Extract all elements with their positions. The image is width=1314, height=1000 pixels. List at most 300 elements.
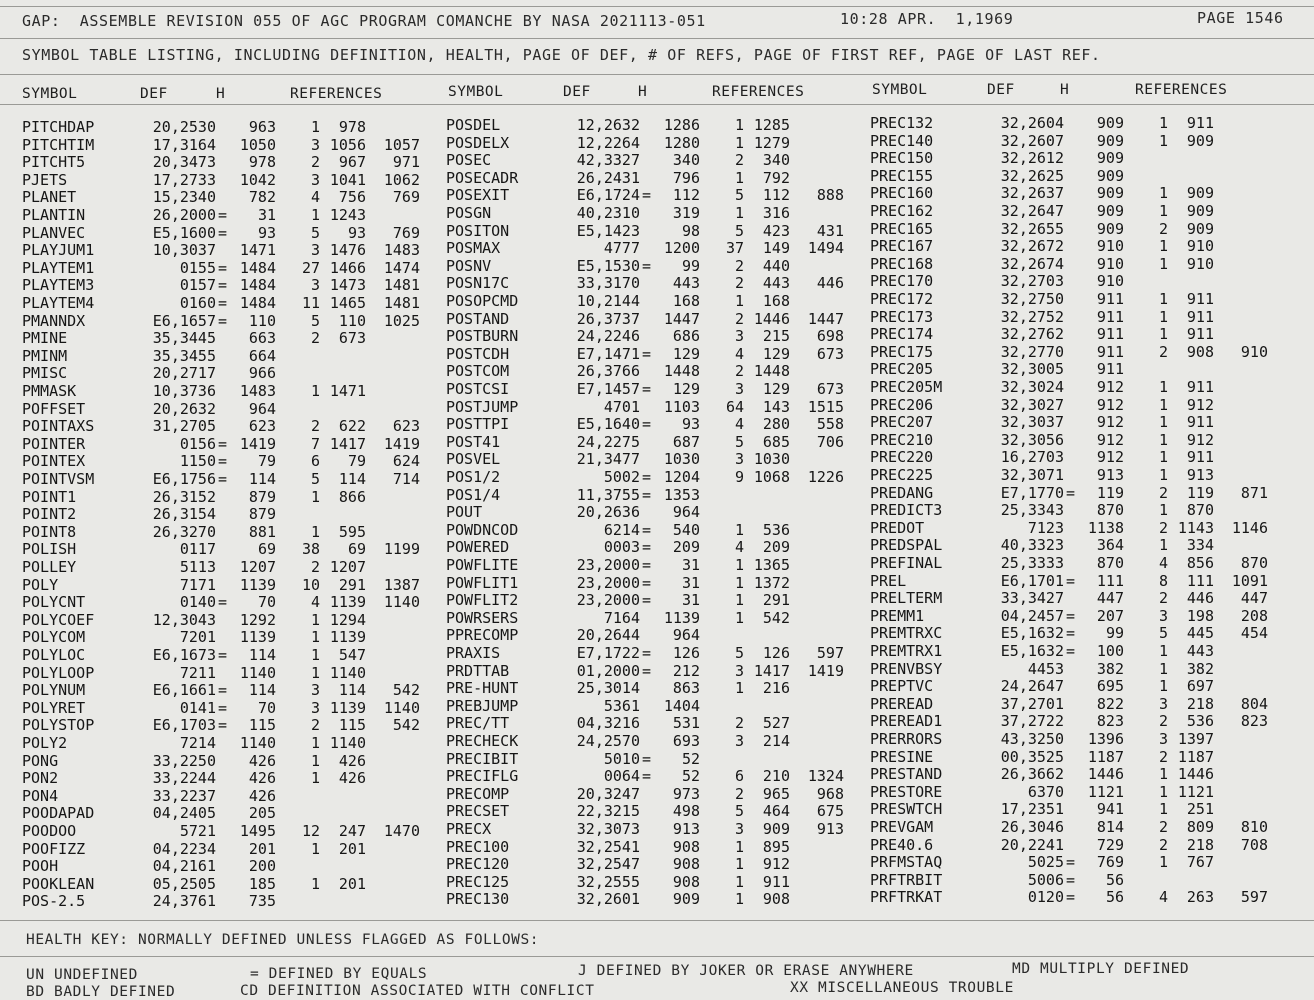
cell-first: 527 bbox=[762, 714, 790, 733]
symbol-row bbox=[870, 642, 1270, 660]
cell-page: 623 bbox=[248, 417, 276, 436]
cell-page: 909 bbox=[1096, 202, 1124, 220]
cell-page: 382 bbox=[1096, 659, 1124, 678]
cell-last: 597 bbox=[1240, 888, 1268, 907]
symbol-row bbox=[22, 681, 422, 699]
cell-first: 115 bbox=[338, 716, 366, 735]
cell-symbol: POOKLEAN bbox=[22, 874, 95, 893]
symbol-row bbox=[446, 450, 846, 468]
cell-symbol: PRDTTAB bbox=[446, 661, 510, 680]
cell-health: = bbox=[1066, 853, 1076, 872]
symbol-row bbox=[446, 838, 846, 856]
symbol-row bbox=[446, 274, 846, 292]
cell-nrefs: 1 bbox=[310, 839, 320, 858]
symbol-row bbox=[446, 855, 846, 873]
cell-nrefs: 1 bbox=[734, 872, 744, 891]
cell-symbol: PITCHDAP bbox=[22, 118, 95, 136]
cell-def: E5,1632 bbox=[1000, 642, 1064, 660]
cell-def: 22,3215 bbox=[576, 802, 640, 821]
cell-last: 1483 bbox=[383, 241, 420, 260]
cell-first: 1446 bbox=[753, 309, 790, 328]
cell-health: = bbox=[218, 276, 228, 295]
symbol-row bbox=[870, 660, 1270, 678]
cell-page: 1139 bbox=[239, 628, 276, 647]
cell-nrefs: 1 bbox=[734, 116, 744, 134]
cell-last: 675 bbox=[816, 802, 844, 821]
cell-page: 201 bbox=[248, 839, 276, 858]
cell-nrefs: 3 bbox=[734, 732, 744, 750]
symbol-row bbox=[22, 716, 422, 734]
cell-page: 31 bbox=[257, 206, 276, 224]
cell-first: 1139 bbox=[329, 698, 366, 717]
cell-page: 964 bbox=[672, 503, 700, 522]
cell-page: 1404 bbox=[663, 696, 700, 715]
cell-health: = bbox=[1066, 606, 1076, 625]
cell-symbol: PREC100 bbox=[446, 837, 510, 856]
cell-def: E6,1657 bbox=[152, 311, 216, 330]
cell-page: 911 bbox=[1096, 290, 1124, 308]
cell-symbol: POLYLOC bbox=[22, 646, 86, 664]
cell-last: 769 bbox=[392, 223, 420, 242]
cell-page: 115 bbox=[248, 716, 276, 735]
cell-def: 0157 bbox=[179, 276, 216, 295]
cell-symbol: POFFSET bbox=[22, 399, 86, 418]
cell-first: 622 bbox=[338, 417, 366, 436]
cell-page: 911 bbox=[1096, 360, 1124, 379]
cell-page: 114 bbox=[248, 470, 276, 488]
col-header-references: REFERENCES bbox=[1135, 82, 1228, 98]
symbol-row bbox=[446, 186, 846, 204]
symbol-row bbox=[22, 259, 422, 277]
cell-nrefs: 1 bbox=[734, 855, 744, 874]
symbol-row bbox=[446, 433, 846, 451]
cell-page: 1448 bbox=[663, 362, 700, 381]
cell-nrefs: 4 bbox=[734, 415, 744, 434]
cell-first: 119 bbox=[1186, 483, 1214, 502]
cell-def: 25,3014 bbox=[576, 679, 640, 698]
cell-def: 32,3073 bbox=[576, 820, 640, 838]
cell-def: 5113 bbox=[179, 558, 216, 576]
cell-page: 911 bbox=[1096, 307, 1124, 326]
cell-nrefs: 1 bbox=[1158, 677, 1168, 696]
cell-page: 912 bbox=[1096, 395, 1124, 414]
cell-last: 804 bbox=[1240, 694, 1268, 713]
cell-nrefs: 1 bbox=[734, 608, 744, 627]
cell-def: E6,1701 bbox=[1000, 571, 1064, 590]
symbol-row bbox=[22, 857, 422, 875]
symbol-row bbox=[446, 468, 846, 486]
cell-nrefs: 3 bbox=[310, 276, 320, 295]
symbol-row bbox=[870, 484, 1270, 502]
symbol-row bbox=[22, 347, 422, 365]
symbol-row bbox=[870, 695, 1270, 713]
cell-health: = bbox=[218, 681, 228, 700]
cell-symbol: PREC174 bbox=[870, 325, 934, 344]
cell-def: 26,3737 bbox=[576, 309, 640, 328]
cell-first: 911 bbox=[1186, 114, 1214, 132]
symbol-row bbox=[446, 380, 846, 398]
cell-nrefs: 1 bbox=[310, 769, 320, 788]
cell-page: 31 bbox=[681, 591, 700, 610]
cell-page: 531 bbox=[672, 714, 700, 733]
cell-first: 685 bbox=[762, 432, 790, 451]
cell-last: 769 bbox=[392, 188, 420, 207]
cell-def: E5,1600 bbox=[152, 223, 216, 242]
symbol-row bbox=[22, 593, 422, 611]
cell-page: 1280 bbox=[663, 133, 700, 152]
cell-symbol: PREC168 bbox=[870, 254, 934, 273]
symbol-row bbox=[446, 732, 846, 750]
cell-first: 216 bbox=[762, 679, 790, 698]
cell-def: E5,1423 bbox=[576, 221, 640, 240]
cell-last: 1140 bbox=[383, 698, 420, 717]
cell-page: 911 bbox=[1096, 325, 1124, 344]
cell-page: 1484 bbox=[239, 294, 276, 312]
cell-nrefs: 1 bbox=[1158, 430, 1168, 449]
cell-page: 910 bbox=[1096, 272, 1124, 291]
cell-def: E6,1724 bbox=[576, 186, 640, 205]
cell-health: = bbox=[218, 452, 228, 471]
col-header-symbol: SYMBOL bbox=[872, 82, 928, 98]
symbol-row bbox=[22, 822, 422, 840]
cell-nrefs: 2 bbox=[1158, 712, 1168, 731]
cell-last: 624 bbox=[392, 452, 420, 471]
cell-nrefs: 6 bbox=[734, 767, 744, 786]
cell-health: = bbox=[642, 380, 652, 398]
cell-def: 04,2234 bbox=[152, 839, 216, 858]
cell-page: 56 bbox=[1105, 888, 1124, 907]
cell-first: 129 bbox=[762, 380, 790, 398]
symbol-row bbox=[870, 888, 1270, 906]
cell-symbol: POWFLITE bbox=[446, 556, 519, 574]
cell-symbol: POSTTPI bbox=[446, 415, 510, 434]
cell-health: = bbox=[642, 556, 652, 574]
cell-nrefs: 1 bbox=[1158, 448, 1168, 467]
cell-def: 20,2632 bbox=[152, 399, 216, 418]
cell-nrefs: 5 bbox=[1158, 624, 1168, 643]
cell-health: = bbox=[642, 591, 652, 610]
cell-health: = bbox=[218, 593, 228, 612]
symbol-row bbox=[446, 538, 846, 556]
cell-nrefs: 1 bbox=[734, 591, 744, 610]
symbol-row bbox=[870, 607, 1270, 625]
cell-def: 24,2275 bbox=[576, 432, 640, 451]
cell-nrefs: 11 bbox=[301, 294, 320, 312]
cell-first: 263 bbox=[1186, 888, 1214, 907]
cell-page: 126 bbox=[672, 644, 700, 662]
cell-nrefs: 1 bbox=[1158, 765, 1168, 784]
cell-def: 12,3043 bbox=[152, 610, 216, 629]
cell-last: 1025 bbox=[383, 311, 420, 330]
cell-def: 26,3662 bbox=[1000, 765, 1064, 784]
symbol-row bbox=[870, 290, 1270, 308]
cell-def: 1150 bbox=[179, 452, 216, 471]
symbol-row bbox=[22, 628, 422, 646]
symbol-row bbox=[446, 609, 846, 627]
cell-nrefs: 2 bbox=[734, 714, 744, 733]
cell-health: = bbox=[218, 434, 228, 453]
cell-nrefs: 3 bbox=[310, 241, 320, 260]
cell-symbol: POLYNUM bbox=[22, 681, 86, 700]
cell-symbol: POINTEX bbox=[22, 452, 86, 471]
cell-first: 911 bbox=[1186, 448, 1214, 467]
symbol-row bbox=[870, 413, 1270, 431]
cell-page: 909 bbox=[1096, 184, 1124, 203]
cell-def: E7,1471 bbox=[576, 344, 640, 363]
cell-page: 1286 bbox=[663, 116, 700, 134]
symbol-row bbox=[22, 734, 422, 752]
symbol-row bbox=[870, 308, 1270, 326]
cell-nrefs: 3 bbox=[310, 681, 320, 700]
cell-nrefs: 3 bbox=[1158, 694, 1168, 713]
cell-first: 443 bbox=[1186, 642, 1214, 660]
cell-last: 810 bbox=[1240, 818, 1268, 836]
cell-last: 1199 bbox=[383, 540, 420, 559]
cell-symbol: POST41 bbox=[446, 432, 501, 451]
symbol-row bbox=[446, 345, 846, 363]
cell-page: 912 bbox=[1096, 413, 1124, 432]
cell-def: 5025 bbox=[1027, 853, 1064, 872]
symbol-row bbox=[446, 750, 846, 768]
symbol-row bbox=[22, 505, 422, 523]
cell-nrefs: 2 bbox=[734, 151, 744, 170]
cell-nrefs: 1 bbox=[310, 663, 320, 682]
cell-first: 1476 bbox=[329, 241, 366, 260]
symbol-row bbox=[446, 626, 846, 644]
cell-symbol: POLYLOOP bbox=[22, 663, 95, 682]
cell-first: 79 bbox=[347, 452, 366, 471]
cell-symbol: PREVGAM bbox=[870, 818, 934, 836]
symbol-row bbox=[870, 255, 1270, 273]
col-header-symbol: SYMBOL bbox=[22, 86, 78, 102]
cell-first: 198 bbox=[1186, 606, 1214, 625]
col-header-health: H bbox=[1060, 82, 1070, 98]
cell-nrefs: 2 bbox=[310, 716, 320, 735]
cell-nrefs: 1 bbox=[1158, 184, 1168, 203]
cell-nrefs: 4 bbox=[734, 538, 744, 557]
cell-first: 910 bbox=[1186, 254, 1214, 273]
cell-first: 911 bbox=[1186, 325, 1214, 344]
header-page: PAGE 1546 bbox=[1197, 9, 1284, 27]
cell-nrefs: 1 bbox=[1158, 536, 1168, 555]
symbol-row bbox=[446, 327, 846, 345]
cell-def: 7211 bbox=[179, 663, 216, 682]
symbol-row bbox=[22, 576, 422, 594]
cell-page: 426 bbox=[248, 769, 276, 788]
symbol-row bbox=[446, 644, 846, 662]
cell-first: 382 bbox=[1186, 659, 1214, 678]
cell-nrefs: 38 bbox=[301, 540, 320, 559]
cell-page: 426 bbox=[248, 786, 276, 805]
cell-nrefs: 1 bbox=[734, 168, 744, 187]
cell-first: 967 bbox=[338, 153, 366, 172]
symbol-row bbox=[446, 574, 846, 592]
cell-nrefs: 1 bbox=[734, 520, 744, 539]
cell-symbol: POSEXIT bbox=[446, 186, 510, 205]
cell-first: 291 bbox=[762, 591, 790, 610]
cell-def: 32,2612 bbox=[1000, 149, 1064, 168]
cell-def: 33,2250 bbox=[152, 751, 216, 770]
cell-first: 595 bbox=[338, 522, 366, 541]
cell-nrefs: 1 bbox=[1158, 413, 1168, 432]
cell-nrefs: 5 bbox=[734, 802, 744, 821]
symbol-row bbox=[22, 470, 422, 488]
cell-def: E6,1673 bbox=[152, 646, 216, 664]
cell-last: 1494 bbox=[807, 239, 844, 258]
cell-symbol: PREPTVC bbox=[870, 677, 934, 696]
symbol-row bbox=[446, 239, 846, 257]
symbol-row bbox=[870, 237, 1270, 255]
cell-def: E6,1661 bbox=[152, 681, 216, 700]
cell-last: 910 bbox=[1240, 342, 1268, 361]
cell-def: 21,3477 bbox=[576, 450, 640, 469]
cell-def: 6370 bbox=[1027, 782, 1064, 801]
cell-nrefs: 3 bbox=[734, 450, 744, 469]
cell-page: 1495 bbox=[239, 822, 276, 840]
cell-def: 0120 bbox=[1027, 888, 1064, 907]
cell-symbol: PREC130 bbox=[446, 890, 510, 909]
cell-page: 56 bbox=[1105, 870, 1124, 889]
cell-first: 251 bbox=[1186, 800, 1214, 819]
cell-last: 1091 bbox=[1231, 571, 1268, 590]
cell-nrefs: 12 bbox=[301, 822, 320, 840]
cell-symbol: POLY bbox=[22, 575, 59, 594]
cell-nrefs: 9 bbox=[734, 468, 744, 486]
cell-symbol: POLISH bbox=[22, 540, 77, 559]
cell-health: = bbox=[218, 206, 228, 224]
symbol-row bbox=[22, 118, 422, 136]
cell-symbol: PRFTRBIT bbox=[870, 870, 943, 889]
cell-first: 912 bbox=[1186, 395, 1214, 414]
cell-def: 5006 bbox=[1027, 870, 1064, 889]
cell-nrefs: 27 bbox=[301, 258, 320, 277]
cell-def: 26,2431 bbox=[576, 168, 640, 187]
cell-first: 440 bbox=[762, 256, 790, 275]
cell-nrefs: 2 bbox=[734, 256, 744, 275]
cell-first: 909 bbox=[762, 820, 790, 838]
symbol-row bbox=[22, 294, 422, 312]
cell-page: 69 bbox=[257, 540, 276, 559]
health-key-item: = DEFINED BY EQUALS bbox=[250, 966, 428, 982]
cell-page: 973 bbox=[672, 784, 700, 803]
cell-first: 93 bbox=[347, 223, 366, 242]
rule bbox=[0, 38, 1314, 39]
cell-nrefs: 1 bbox=[1158, 642, 1168, 660]
cell-def: 12,2264 bbox=[576, 133, 640, 152]
cell-nrefs: 2 bbox=[1158, 747, 1168, 766]
cell-symbol: POSEC bbox=[446, 151, 492, 170]
cell-first: 210 bbox=[762, 767, 790, 786]
cell-page: 966 bbox=[248, 364, 276, 383]
health-key-item: UN UNDEFINED bbox=[26, 967, 138, 983]
cell-page: 1050 bbox=[239, 135, 276, 154]
cell-first: 1417 bbox=[329, 434, 366, 453]
cell-first: 909 bbox=[1186, 202, 1214, 220]
cell-def: 35,3455 bbox=[152, 346, 216, 365]
cell-page: 1121 bbox=[1087, 782, 1124, 801]
cell-symbol: POLLEY bbox=[22, 558, 77, 576]
cell-def: 17,2733 bbox=[152, 170, 216, 189]
cell-symbol: PREC210 bbox=[870, 430, 934, 449]
cell-last: 1481 bbox=[383, 294, 420, 312]
cell-symbol: PRECSET bbox=[446, 802, 510, 821]
cell-def: 0156 bbox=[179, 434, 216, 453]
cell-page: 1140 bbox=[239, 734, 276, 752]
cell-page: 70 bbox=[257, 698, 276, 717]
health-key-item: XX MISCELLANEOUS TROUBLE bbox=[790, 980, 1014, 996]
cell-def: 04,3216 bbox=[576, 714, 640, 733]
cell-first: 110 bbox=[338, 311, 366, 330]
symbol-row bbox=[446, 169, 846, 187]
cell-symbol: PLANET bbox=[22, 188, 77, 207]
cell-symbol: POSTBURN bbox=[446, 327, 519, 346]
cell-first: 1041 bbox=[329, 170, 366, 189]
cell-symbol: PREFINAL bbox=[870, 554, 943, 572]
symbol-row bbox=[446, 662, 846, 680]
header-time: 10:28 APR. 1,1969 bbox=[840, 10, 1014, 28]
cell-nrefs: 3 bbox=[310, 698, 320, 717]
cell-last: 1447 bbox=[807, 309, 844, 328]
cell-page: 782 bbox=[248, 188, 276, 207]
cell-symbol: POS-2.5 bbox=[22, 892, 86, 911]
cell-def: 24,2647 bbox=[1000, 677, 1064, 696]
cell-page: 1103 bbox=[663, 397, 700, 416]
cell-first: 69 bbox=[347, 540, 366, 559]
cell-symbol: POINT1 bbox=[22, 487, 77, 506]
cell-def: 33,2244 bbox=[152, 769, 216, 788]
symbol-row bbox=[446, 556, 846, 574]
cell-page: 913 bbox=[1096, 466, 1124, 484]
cell-first: 1448 bbox=[753, 362, 790, 381]
cell-def: 10,3037 bbox=[152, 241, 216, 260]
symbol-row bbox=[22, 329, 422, 347]
cell-page: 663 bbox=[248, 329, 276, 348]
cell-last: 708 bbox=[1240, 835, 1268, 854]
cell-symbol: PREDOT bbox=[870, 518, 925, 537]
cell-health: = bbox=[642, 468, 652, 486]
cell-nrefs: 1 bbox=[310, 751, 320, 770]
symbol-row bbox=[22, 875, 422, 893]
cell-symbol: PMISC bbox=[22, 364, 68, 383]
cell-health: = bbox=[1066, 870, 1076, 889]
cell-page: 911 bbox=[1096, 342, 1124, 361]
cell-def: 32,2750 bbox=[1000, 290, 1064, 308]
symbol-row bbox=[22, 224, 422, 242]
cell-last: 1470 bbox=[383, 822, 420, 840]
symbol-row bbox=[22, 364, 422, 382]
cell-first: 1143 bbox=[1177, 518, 1214, 537]
symbol-row bbox=[870, 677, 1270, 695]
cell-def: 20,2241 bbox=[1000, 835, 1064, 854]
cell-page: 909 bbox=[672, 890, 700, 909]
cell-first: 1139 bbox=[329, 593, 366, 612]
cell-first: 911 bbox=[1186, 378, 1214, 396]
cell-page: 1138 bbox=[1087, 518, 1124, 537]
cell-nrefs: 5 bbox=[734, 644, 744, 662]
cell-first: 866 bbox=[338, 487, 366, 506]
cell-page: 912 bbox=[1096, 430, 1124, 449]
symbol-row bbox=[22, 523, 422, 541]
cell-symbol: POSTCOM bbox=[446, 362, 510, 381]
cell-first: 792 bbox=[762, 168, 790, 187]
col-header-def: DEF bbox=[140, 86, 168, 102]
cell-nrefs: 1 bbox=[734, 679, 744, 698]
symbol-row bbox=[22, 136, 422, 154]
cell-page: 814 bbox=[1096, 818, 1124, 836]
cell-symbol: PREBJUMP bbox=[446, 696, 519, 715]
cell-symbol: POSTCSI bbox=[446, 380, 510, 398]
cell-def: 32,2762 bbox=[1000, 325, 1064, 344]
